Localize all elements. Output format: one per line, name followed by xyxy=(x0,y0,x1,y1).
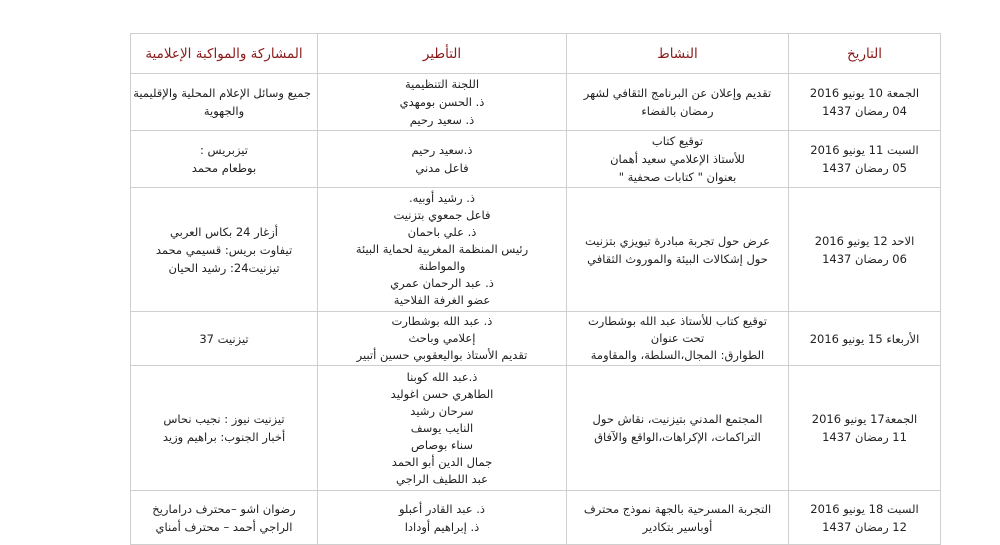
cell-line: 05 رمضان 1437 xyxy=(822,161,907,175)
cell-line: ذ. الحسن بومهدي xyxy=(399,95,485,109)
cell-line: تحت عنوان xyxy=(650,331,705,345)
cell-line: الراجي أحمد – محترف أمناي xyxy=(155,519,293,534)
cell-line: السبت 11 يونيو 2016 xyxy=(810,143,919,157)
table-row xyxy=(131,74,941,131)
cell-line: 06 رمضان 1437 xyxy=(822,251,907,266)
cell-line: التراكمات، الإكراهات،الواقع والآفاق xyxy=(594,430,761,444)
media-cell xyxy=(131,366,318,491)
cell-line: 11 رمضان 1437 xyxy=(822,430,907,444)
cell-line: رئيس المنظمة المغربية لحماية البيئة xyxy=(355,242,529,256)
media-cell xyxy=(131,312,318,366)
activity-cell xyxy=(567,131,789,188)
cell-line: تيفاوت بريس: قسيمي محمد xyxy=(155,242,293,257)
cell-line: فاعل مدني xyxy=(415,161,469,175)
cell-line: ذ. سعيد رحيم xyxy=(409,113,475,127)
cell-line: تقديم وإعلان عن البرنامج الثقافي لشهر xyxy=(583,86,772,100)
date-cell xyxy=(789,312,941,366)
media-cell xyxy=(131,491,318,545)
activity-cell xyxy=(567,491,789,545)
cell-line: سرحان رشيد xyxy=(410,403,474,418)
cell-line: جميع وسائل الإعلام المحلية والإقليمية xyxy=(133,86,311,100)
cell-line: اللجنة التنظيمية xyxy=(404,77,480,91)
date-cell xyxy=(789,366,941,491)
cell-line: إعلامي وباحث xyxy=(408,331,476,345)
date-cell xyxy=(789,74,941,131)
activity-cell xyxy=(567,188,789,312)
cell-line: جمال الدين أبو الحمد xyxy=(391,454,493,469)
table-row xyxy=(131,366,941,491)
cell-line: تيزبريس : xyxy=(200,143,248,157)
cell-line: ذ. عبد الله بوشطارت xyxy=(391,314,493,328)
activity-cell xyxy=(567,366,789,491)
cell-line: والجهوية xyxy=(203,104,245,118)
organization-cell xyxy=(318,74,567,131)
cell-line: رمضان بالفضاء xyxy=(641,104,714,118)
cell-line: الاحد 12 يونيو 2016 xyxy=(814,233,915,248)
cell-line: للأستاذ الإعلامي سعيد أهمان xyxy=(610,152,745,166)
cell-line: فاعل جمعوي بتزنيت xyxy=(393,208,491,222)
cell-line: الطوارق: المجال،السلطة، والمقاومة xyxy=(590,348,765,362)
cell-line: بوطعام محمد xyxy=(191,161,257,175)
organization-cell xyxy=(318,366,567,491)
header-activity: النشاط xyxy=(567,34,789,74)
activity-cell xyxy=(567,312,789,366)
header-organization: التأطير xyxy=(318,34,567,74)
table-row xyxy=(131,188,941,312)
cell-line: ذ.سعيد رحيم xyxy=(411,143,473,157)
cell-line: والمواطنة xyxy=(418,259,466,273)
cell-line: توقيع كتاب للأستاذ عبد الله بوشطارت xyxy=(587,314,767,328)
cell-line: رضوان اشو –محترف دراماريخ xyxy=(152,501,296,516)
organization-cell xyxy=(318,188,567,312)
date-cell xyxy=(789,491,941,545)
program-table xyxy=(130,33,941,545)
organization-cell xyxy=(318,491,567,545)
media-cell xyxy=(131,131,318,188)
schedule-sheet xyxy=(130,33,940,545)
cell-line: 04 رمضان 1437 xyxy=(822,104,907,118)
cell-line: عرض حول تجربة مبادرة تيويزي بتزنيت xyxy=(584,233,771,248)
organization-cell xyxy=(318,131,567,188)
media-cell xyxy=(131,74,318,131)
cell-line: ذ. عبد الرحمان عمري xyxy=(390,276,494,290)
cell-line: ذ. علي باحمان xyxy=(407,225,477,239)
date-cell xyxy=(789,188,941,312)
cell-line: عضو الغرفة الفلاحية xyxy=(393,293,491,307)
cell-line: ذ. عبد القادر أعبلو xyxy=(398,501,486,516)
table-header-row xyxy=(131,34,941,74)
activity-cell xyxy=(567,74,789,131)
cell-line: الأربعاء 15 يونيو 2016 xyxy=(809,331,920,346)
cell-line: السبت 18 يونيو 2016 xyxy=(810,501,919,516)
cell-line: ذ. رشيد أوبيه. xyxy=(408,191,476,205)
cell-line: أخبار الجنوب: براهيم وزيد xyxy=(162,430,286,444)
cell-line: تيزنيت24: رشيد الحيان xyxy=(168,260,280,275)
organization-cell xyxy=(318,312,567,366)
cell-line: سناء بوصاص xyxy=(411,437,473,452)
cell-line: حول إشكالات البيئة والموروث الثقافي xyxy=(587,251,768,266)
cell-line: أوباسير بتكادير xyxy=(642,519,713,534)
header-date: التاريخ xyxy=(789,34,941,74)
cell-line: توقيع كتاب xyxy=(651,134,704,148)
date-cell xyxy=(789,131,941,188)
table-row xyxy=(131,131,941,188)
media-cell xyxy=(131,188,318,312)
cell-line: أزغار 24 بكاس العربي xyxy=(170,224,278,239)
cell-line: تيزنيت نيوز : نجيب نحاس xyxy=(163,412,285,426)
cell-line: تيزنيت 37 xyxy=(199,331,249,346)
cell-line: بعنوان " كتابات صحفية " xyxy=(618,170,737,184)
header-media: المشاركة والمواكبة الإعلامية xyxy=(131,34,318,74)
table-row xyxy=(131,312,941,366)
table-row xyxy=(131,491,941,545)
cell-line: 12 رمضان 1437 xyxy=(822,519,907,534)
cell-line: الطاهري حسن اغوليد xyxy=(390,386,494,401)
cell-line: عبد اللطيف الراجي xyxy=(396,471,488,486)
cell-line: النايب يوسف xyxy=(410,420,474,435)
cell-line: ذ. إبراهيم أودادا xyxy=(404,519,480,534)
cell-line: التجربة المسرحية بالجهة نموذج محترف xyxy=(583,501,772,516)
cell-line: الجمعة 10 يونيو 2016 xyxy=(809,86,920,100)
cell-line: ذ.عبد الله كوبنا xyxy=(406,369,478,384)
cell-line: المجتمع المدني بتيزنيت، نقاش حول xyxy=(592,412,763,426)
cell-line: تقديم الأستاذ بواليعقوبي حسين أتبير xyxy=(356,348,528,362)
cell-line: الجمعة17 يونيو 2016 xyxy=(811,412,918,426)
